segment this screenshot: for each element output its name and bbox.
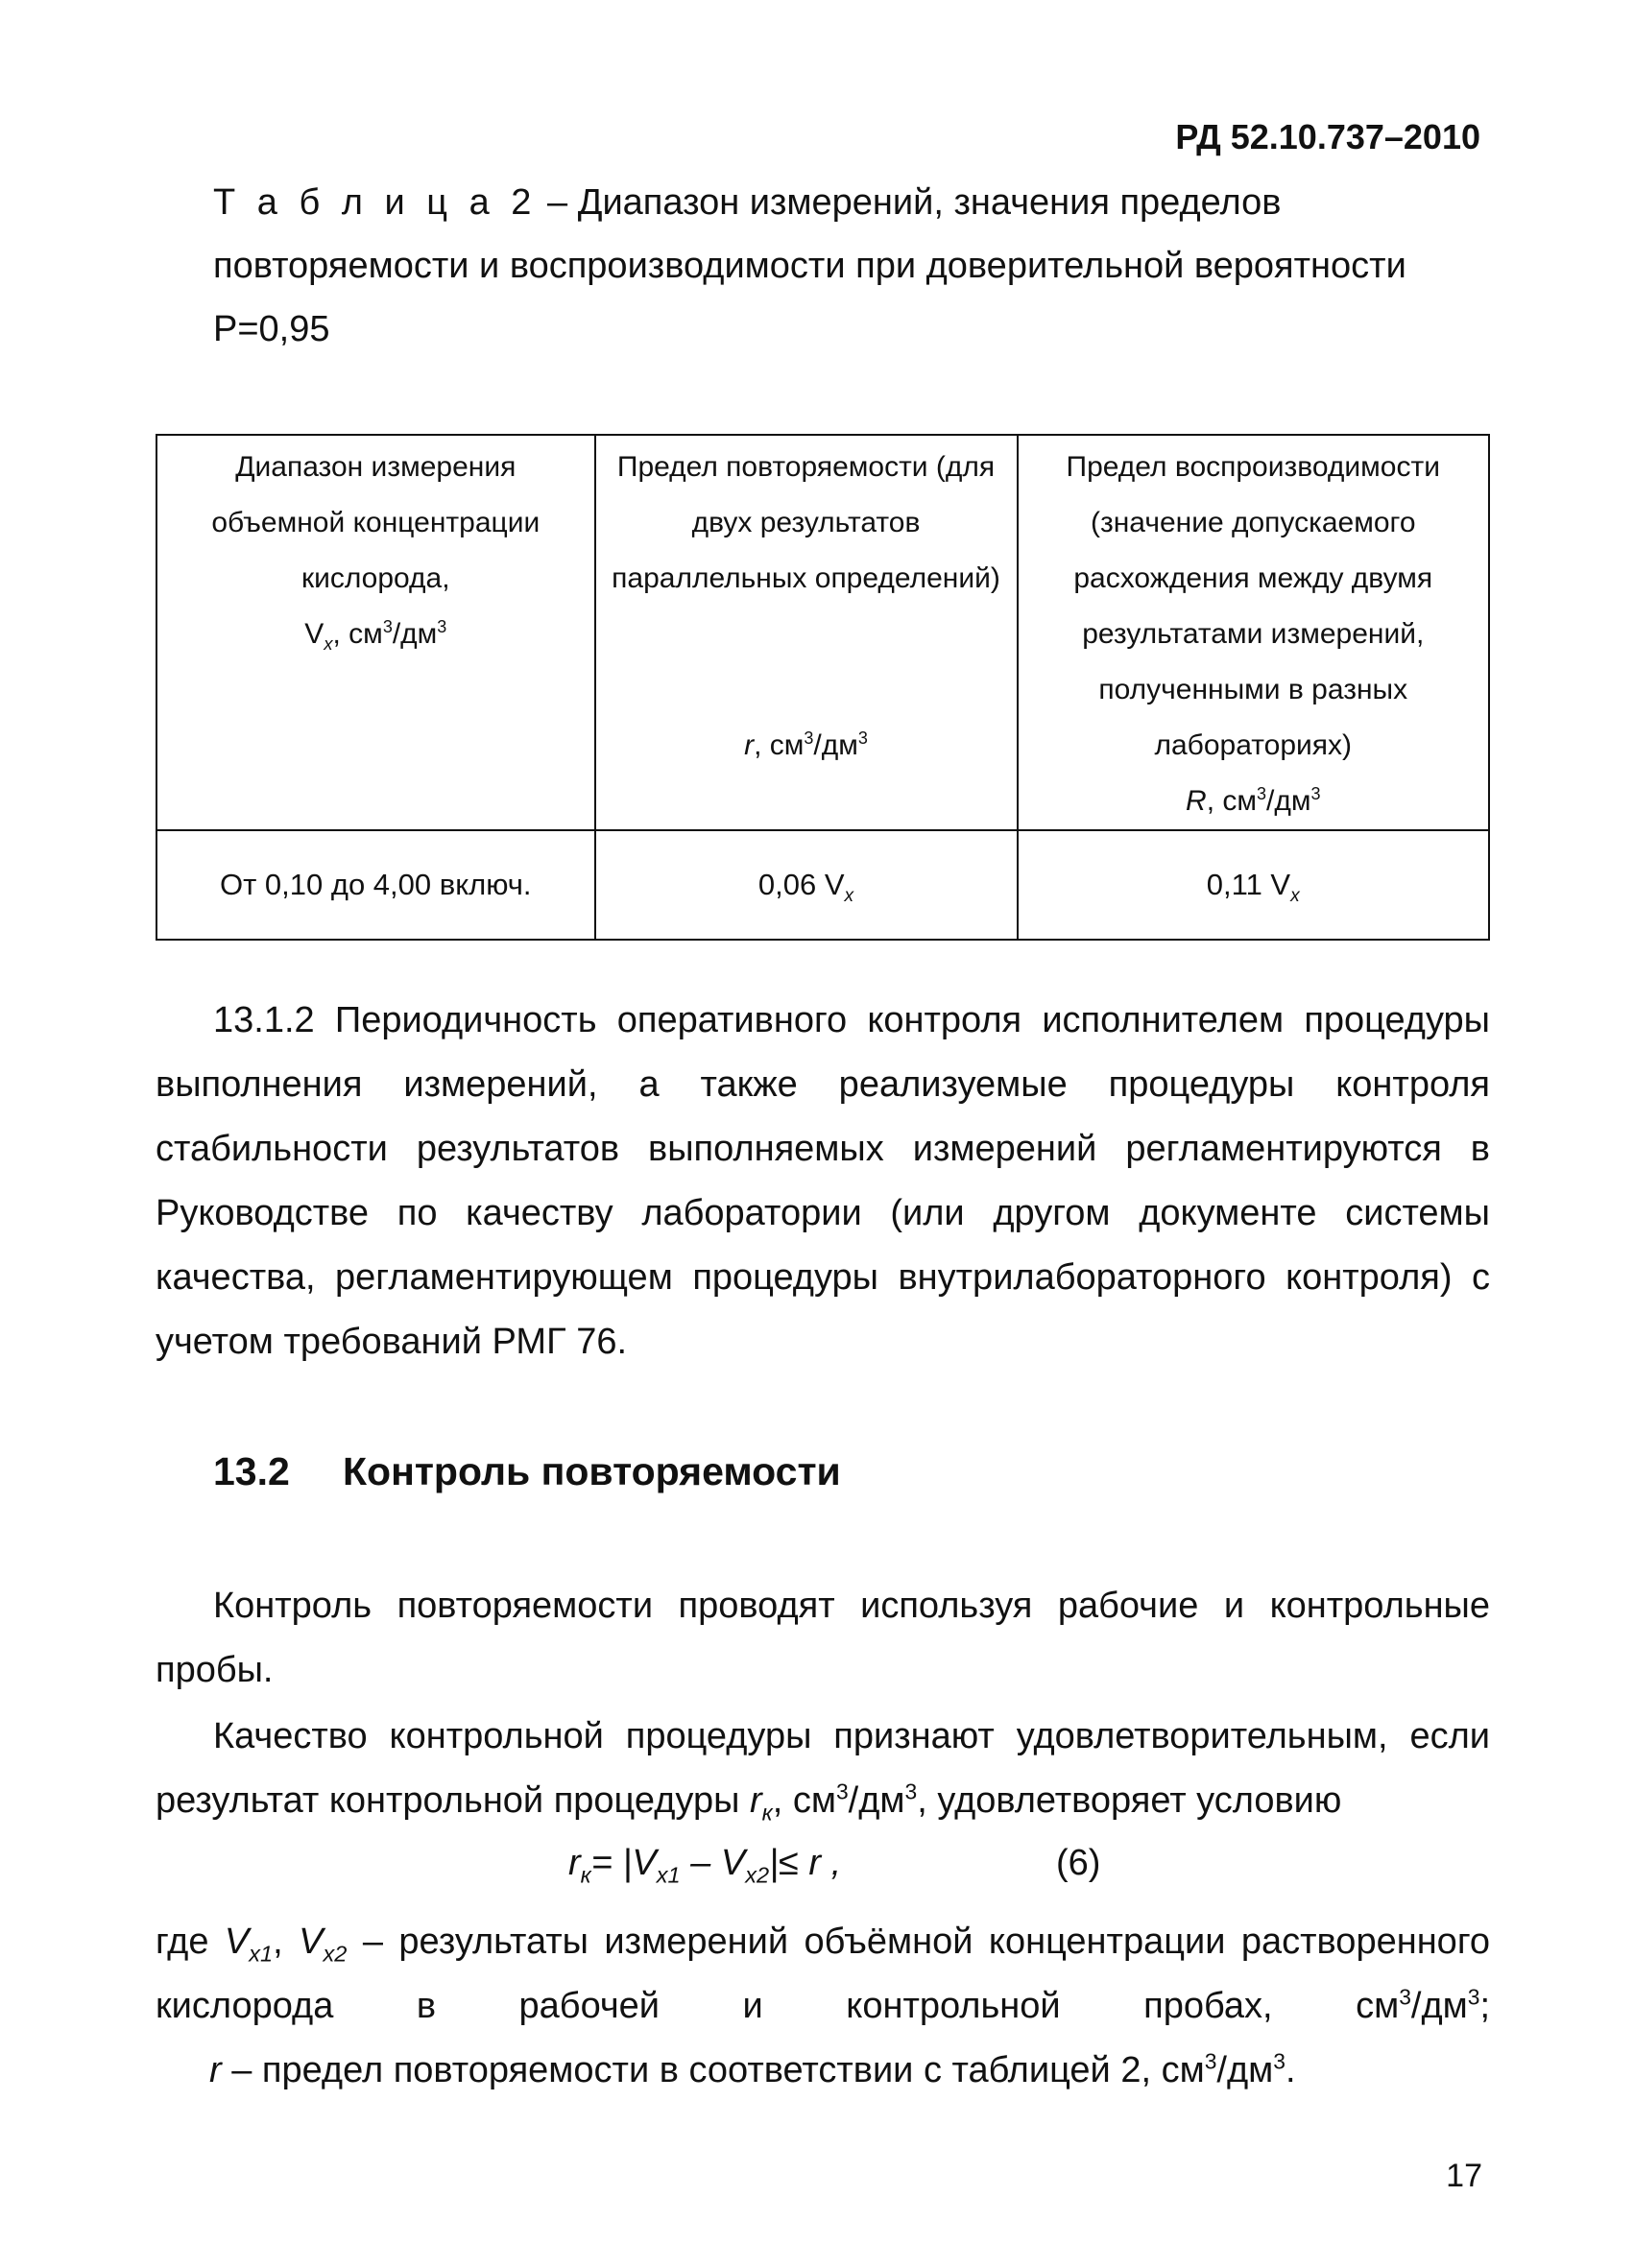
paragraph-where: где $V_{x1}$, $V_{x2}$ – результаты измерений объёмной концентрации растворенного кислорода в рабочей и контрольной пробах, $см^3/дм^3$;	[156, 1922, 1490, 2026]
header-repeatability	[595, 435, 1018, 830]
measurement-limits-table	[156, 434, 1490, 941]
table-caption	[213, 171, 1490, 361]
header-range-title: Диапазон измерения объемной концентрации кислорода,	[211, 451, 541, 594]
header-range	[156, 435, 595, 830]
section-heading	[213, 1449, 841, 1494]
table-caption-text: – Диапазон измерений, значения пределов повторяемости и воспроизводимости при доверительной вероятности P=0,95	[213, 182, 1406, 349]
table-caption-label: Т а б л и ц а 2	[213, 182, 538, 223]
cell-range: От 0,10 до 4,00 включ.	[156, 830, 595, 940]
section-number: 13.2	[213, 1449, 290, 1493]
header-reproducibility-unit: R, $см^3/дм^3$	[1186, 784, 1321, 817]
document-code: РД 52.10.737–2010	[1175, 117, 1480, 156]
paragraph-13-1-2: 13.1.2 Периодичность оперативного контроля исполнителем процедуры выполнения измерений, а также реализуемые процедуры контроля стабильности результатов выполняемых измерений регламентируются в Руководстве по качеству лаборатории (или другом документе системы качества, регламентирующем процедуры внутрилабораторного контроля) с учетом требований РМГ 76.	[156, 1000, 1490, 1362]
header-repeatability-title: Предел повторяемости (для двух результатов параллельных определений)	[612, 451, 1000, 594]
header-range-unit: $V_x$, $см^3/дм^3$	[304, 617, 447, 654]
page-number: 17	[1446, 2158, 1482, 2194]
formula-6: $r_к= |V_{x1} - V_{x2}|\le r$ ,	[568, 1843, 842, 1888]
header-repeatability-unit: r, $см^3/дм^3$	[744, 728, 868, 761]
paragraph-control: Контроль повторяемости проводят используя рабочие и контрольные пробы.	[156, 1586, 1490, 1690]
section-title: Контроль повторяемости	[343, 1449, 841, 1493]
header-reproducibility-title: Предел воспроизводимости (значение допускаемого расхождения между двумя результатами измерений, полученными в разных лабораториях)	[1066, 451, 1440, 761]
table-header-row	[156, 435, 1489, 830]
cell-repeatability: 0,06 $V_x$	[595, 830, 1018, 940]
paragraph-quality: Качество контрольной процедуры признают удовлетворительным, если результат контрольной процедуры $r_к$, $см^3/дм^3$, удовлетворяет условию	[156, 1716, 1490, 1826]
formula-number: (6)	[1056, 1843, 1101, 1883]
table-row	[156, 830, 1489, 940]
cell-reproducibility: 0,11 $V_x$	[1018, 830, 1490, 940]
header-reproducibility	[1018, 435, 1490, 830]
paragraph-where-r: r – предел повторяемости в соответствии с таблицей 2, $см^3/дм^3$.	[209, 2048, 1296, 2090]
